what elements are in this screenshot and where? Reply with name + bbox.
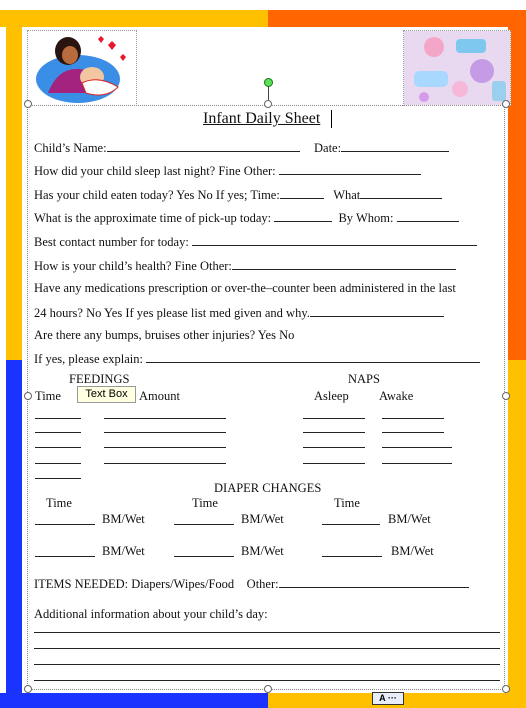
resize-handle-bl[interactable] — [24, 685, 32, 693]
mother-baby-clipart[interactable] — [27, 30, 137, 106]
diaper-bm-1-1: BM/Wet — [102, 512, 145, 526]
feed-amount-line-4[interactable] — [104, 463, 226, 464]
items-other-label: Other: — [246, 577, 279, 591]
diaper-time-label-3: Time — [334, 496, 360, 510]
sleep-other-line[interactable] — [279, 163, 421, 175]
eaten-time-line[interactable] — [280, 187, 324, 199]
feed-time-line-2[interactable] — [35, 432, 81, 433]
feed-amount-line-3[interactable] — [104, 447, 226, 448]
bumps-label: Are there any bumps, bruises other injuries? Yes No — [34, 328, 295, 342]
feedings-time-label: Time — [35, 389, 61, 403]
naps-asleep-label: Asleep — [314, 389, 349, 403]
meds-label-2: 24 hours? No Yes If yes please list med given and why. — [34, 306, 310, 320]
date-line[interactable] — [341, 140, 449, 152]
resize-handle-mr[interactable] — [502, 392, 510, 400]
row-date — [314, 140, 449, 155]
row-child-name — [34, 140, 300, 155]
nap-awake-line-1[interactable] — [382, 418, 444, 419]
additional-line-4[interactable] — [34, 680, 500, 681]
date-label: Date: — [314, 141, 342, 155]
contact-line[interactable] — [192, 234, 477, 246]
additional-label: Additional information about your child’s day: — [34, 607, 268, 621]
nap-awake-line-4[interactable] — [382, 463, 452, 464]
resize-handle-tc[interactable] — [264, 100, 272, 108]
explain-line[interactable] — [146, 351, 480, 363]
border-top-yellow — [0, 10, 268, 27]
row-health — [34, 258, 456, 273]
mother-baby-clipart-icon — [28, 31, 136, 105]
border-left-blue — [6, 360, 22, 708]
page-title — [203, 110, 320, 128]
nap-awake-line-3[interactable] — [382, 447, 452, 448]
meds-label-1: Have any medications prescription or over-the–counter been administered in the last — [34, 281, 456, 295]
additional-line-1[interactable] — [34, 632, 500, 633]
resize-handle-bc[interactable] — [264, 685, 272, 693]
additional-line-2[interactable] — [34, 648, 500, 649]
child-name-label: Child’s Name: — [34, 141, 107, 155]
diaper-line-1-3[interactable] — [322, 524, 380, 525]
row-meds-1 — [34, 281, 456, 295]
diaper-bm-2-2: BM/Wet — [241, 544, 284, 558]
health-other-line[interactable] — [232, 258, 456, 270]
feed-amount-line-2[interactable] — [104, 432, 226, 433]
diaper-line-1-1[interactable] — [35, 524, 95, 525]
row-bumps — [34, 328, 294, 342]
diaper-bm-2-1: BM/Wet — [102, 544, 145, 558]
pickup-label: What is the approximate time of pick-up today: — [34, 211, 272, 225]
additional-line-3[interactable] — [34, 664, 500, 665]
border-left-yellow — [6, 10, 22, 360]
diaper-bm-2-3: BM/Wet — [391, 544, 434, 558]
feed-time-line-4[interactable] — [35, 463, 81, 464]
items-other-line[interactable] — [279, 576, 469, 588]
rotate-handle-stem — [268, 86, 269, 100]
text-box-tooltip: Text Box — [77, 386, 136, 403]
nap-asleep-line-4[interactable] — [303, 463, 365, 464]
health-label: How is your child’s health? Fine Other: — [34, 259, 232, 273]
row-pickup — [34, 210, 459, 225]
feedings-amount-label: Amount — [139, 389, 180, 403]
row-eaten — [34, 187, 442, 202]
feed-amount-line-1[interactable] — [104, 418, 226, 419]
text-cursor — [331, 110, 332, 128]
border-right-yellow — [508, 360, 526, 708]
eaten-what-line[interactable] — [360, 187, 442, 199]
resize-handle-br[interactable] — [502, 685, 510, 693]
diaper-line-2-1[interactable] — [35, 556, 95, 557]
resize-handle-ml[interactable] — [24, 392, 32, 400]
diaper-time-label-2: Time — [192, 496, 218, 510]
diaper-line-2-3[interactable] — [322, 556, 382, 557]
diaper-line-2-2[interactable] — [174, 556, 234, 557]
eaten-label: Has your child eaten today? Yes No If yes; Time: — [34, 188, 280, 202]
feed-time-line-1[interactable] — [35, 418, 81, 419]
pickup-time-line[interactable] — [274, 210, 332, 222]
child-name-line[interactable] — [107, 140, 300, 152]
nap-asleep-line-3[interactable] — [303, 447, 365, 448]
resize-handle-tr[interactable] — [502, 100, 510, 108]
row-explain — [34, 351, 480, 366]
pickup-whom-label: By Whom: — [338, 211, 394, 225]
baby-toys-clipart[interactable] — [403, 30, 511, 106]
diaper-bm-1-3: BM/Wet — [388, 512, 431, 526]
diaper-time-label-1: Time — [46, 496, 72, 510]
items-label: ITEMS NEEDED: Diapers/Wipes/Food — [34, 577, 235, 591]
page-title-text: Infant Daily Sheet — [203, 110, 321, 127]
row-meds-2 — [34, 305, 444, 320]
nap-awake-line-2[interactable] — [382, 432, 444, 433]
row-sleep — [34, 163, 421, 178]
contact-label: Best contact number for today: — [34, 235, 189, 249]
baby-toys-clipart-icon — [404, 31, 510, 105]
border-top-orange — [268, 10, 526, 27]
text-box-icon[interactable]: A ··· — [372, 692, 404, 705]
diaper-bm-1-2: BM/Wet — [241, 512, 284, 526]
border-bottom-blue — [0, 693, 268, 708]
nap-asleep-line-2[interactable] — [303, 432, 365, 433]
explain-label: If yes, please explain: — [34, 352, 143, 366]
feed-time-line-5[interactable] — [35, 478, 81, 479]
naps-heading: NAPS — [348, 372, 380, 386]
meds-line[interactable] — [310, 305, 444, 317]
row-items-needed — [34, 576, 469, 591]
row-contact — [34, 234, 477, 249]
naps-awake-label: Awake — [379, 389, 414, 403]
feedings-heading: FEEDINGS — [69, 372, 130, 386]
eaten-what-label: What — [333, 188, 361, 202]
pickup-whom-line[interactable] — [397, 210, 459, 222]
nap-asleep-line-1[interactable] — [303, 418, 365, 419]
diaper-heading: DIAPER CHANGES — [214, 481, 322, 495]
resize-handle-tl[interactable] — [24, 100, 32, 108]
feed-time-line-3[interactable] — [35, 447, 81, 448]
sleep-label: How did your child sleep last night? Fine Other: — [34, 164, 276, 178]
diaper-line-1-2[interactable] — [174, 524, 234, 525]
